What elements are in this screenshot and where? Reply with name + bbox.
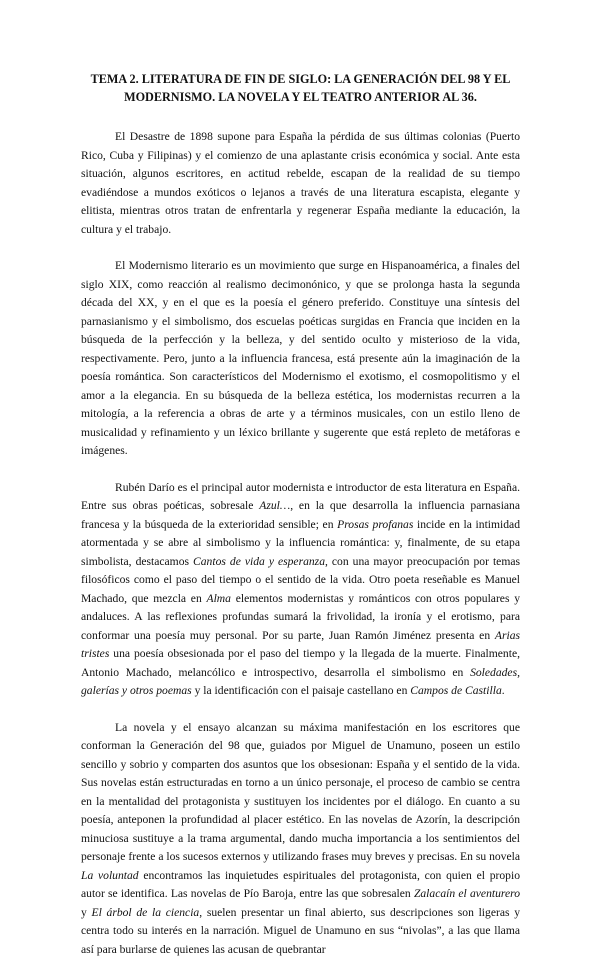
- text-run: , suelen presentar un final abierto, sus descripciones son ligeras y centra todo su interés en la narración. Miguel de Unamuno en sus “nivolas”, a las que llama así para burlarse de quienes las acusan de quebrantar: [81, 906, 520, 956]
- work-title-alma: Alma: [206, 592, 230, 605]
- text-run: La novela y el ensayo alcanzan su máxima manifestación en los escritores que conforman la Generación del 98 que, guiados por Miguel de Unamuno, poseen un estilo sencillo y sobrio y comparten dos asuntos que los obsesionan: España y el sentido de la vida. Sus novelas están estructuradas en torno a un único personaje, el proceso de cambio se centra en la mentalidad del protagonista y sustituyen los incidentes por el diálogo. En cuanto a su poesía, anteponen la profundidad al placer estético. En las novelas de Azorín, la descripción minuciosa sustituye a la trama argumental, dando mucha importancia a los sentimientos del personaje frente a los sucesos externos y utilizando frases muy breves y precisas. En su novela: [81, 721, 520, 864]
- text-run: y la identificación con el paisaje castellano en: [192, 684, 411, 697]
- document-title: TEMA 2. LITERATURA DE FIN DE SIGLO: LA GENERACIÓN DEL 98 Y EL MODERNISMO. LA NOVELA Y EL TEATRO ANTERIOR AL 36.: [81, 70, 520, 106]
- text-run: una poesía obsesionada por el paso del tiempo y la llegada de la muerte. Finalmente, Antonio Machado, melancólico e introspectivo, desarrolla el simbolismo en: [81, 647, 520, 679]
- text-run: incide en la intimidad atormentada y se abre al simbolismo y la influencia romántica: y, finalmente, de su etapa simbolista, destacamos: [81, 518, 520, 568]
- work-title-soledades: Soledades, galerías y otros poemas: [81, 666, 520, 698]
- text-run: .: [502, 684, 505, 697]
- work-title-arias-tristes: Arias tristes: [81, 629, 520, 661]
- work-title-cantos: Cantos de vida y esperanza: [193, 555, 325, 568]
- paragraph-4: [81, 719, 520, 959]
- text-run: , en la que desarrolla la influencia parnasiana francesa y la búsqueda de la exterioridad sensible; en: [81, 499, 520, 531]
- text-run: y: [81, 906, 92, 919]
- work-title-campos-de-castilla: Campos de Castilla: [410, 684, 501, 697]
- work-title-zalacain: Zalacaín el aventurero: [414, 887, 520, 900]
- text-run: Rubén Darío es el principal autor modernista e introductor de esta literatura en España. Entre sus obras poéticas, sobresale: [81, 481, 520, 513]
- text-run: , con una mayor preocupación por temas filosóficos como el paso del tiempo o el sentido de la vida. Otro poeta reseñable es Manuel Machado, que mezcla en: [81, 555, 520, 605]
- paragraph-2: El Modernismo literario es un movimiento que surge en Hispanoamérica, a finales del siglo XIX, como reacción al realismo decimonónico, y que se prolonga hasta la segunda década del XX, y en el que es la poesía el género preferido. Constituye una síntesis del parnasianismo y el simbolismo, dos escuelas poéticas surgidas en Francia que inciden en la búsqueda de la perfección y la belleza, y del sentido oculto y misterioso de la vida, respectivamente. Pero, junto a la influencia francesa, está presente aún la imaginación de la poesía romántica. Son característicos del Modernismo el exotismo, el cosmopolitismo y el amor a la elegancia. En su búsqueda de la belleza estética, los modernistas recurren a la mitología, a la referencia a obras de arte y a términos musicales, con un estilo lleno de musicalidad y refinamiento y un léxico brillante y sugerente que está repleto de metáforas e imágenes.: [81, 257, 520, 461]
- work-title-prosas-profanas: Prosas profanas: [337, 518, 413, 531]
- work-title-arbol-ciencia: El árbol de la ciencia: [92, 906, 200, 919]
- paragraph-1: El Desastre de 1898 supone para España la pérdida de sus últimas colonias (Puerto Rico, Cuba y Filipinas) y el comienzo de una aplastante crisis económica y social. Ante esta situación, algunos escritores, en actitud rebelde, escapan de la realidad de su tiempo evadiéndose a mundos exóticos o lejanos a través de una literatura escapista, elegante y elitista, mientras otros tratan de enfrentarla y regenerar España mediante la educación, la cultura y el trabajo.: [81, 128, 520, 239]
- text-run: encontramos las inquietudes espirituales del protagonista, con quien el propio autor se identifica. Las novelas de Pío Baroja, entre las que sobresalen: [81, 869, 520, 901]
- work-title-la-voluntad: La voluntad: [81, 869, 139, 882]
- text-run: elementos modernistas y románticos con otros populares y andaluces. A las reflexiones profundas sumará la frivolidad, la ironía y el erotismo, para conformar una poesía muy personal. Por su parte, Juan Ramón Jiménez presenta en: [81, 592, 520, 642]
- paragraph-3: [81, 479, 520, 701]
- work-title-azul: Azul…: [259, 499, 290, 512]
